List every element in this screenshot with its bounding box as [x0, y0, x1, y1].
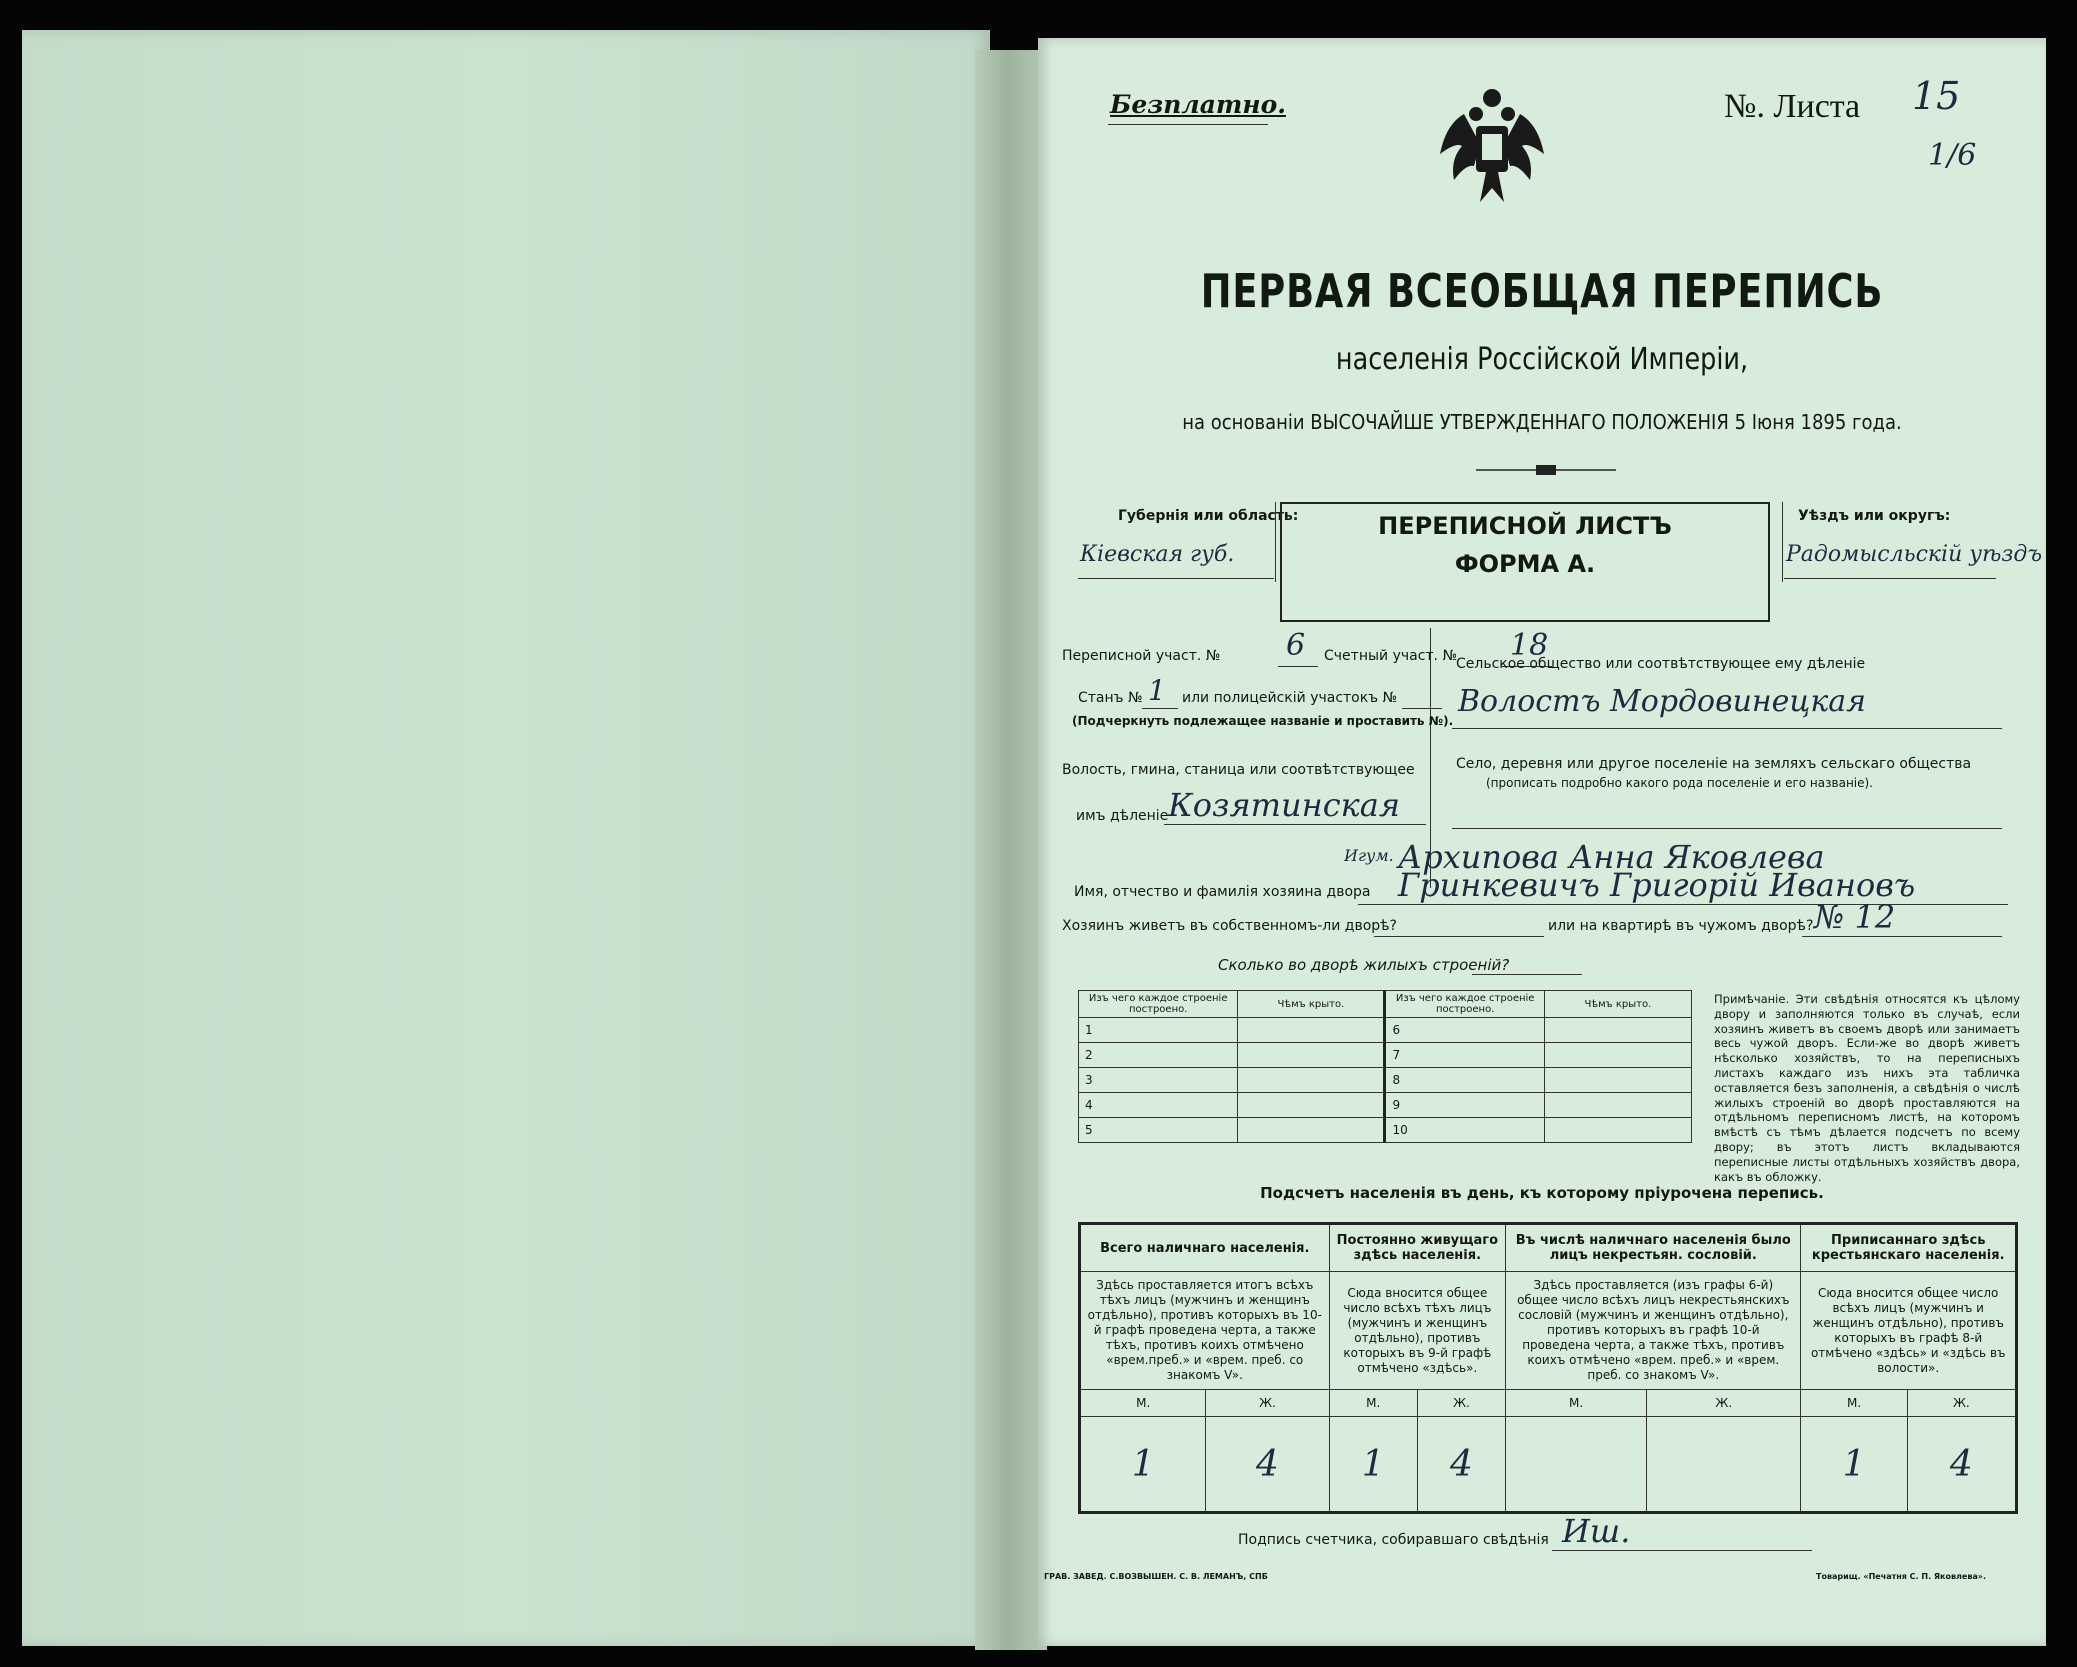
col-permanent: Постоянно живущаго здѣсь населенія.	[1329, 1224, 1506, 1272]
buildings-note: Примѣчаніе. Эти свѣдѣнія относятся къ цѣлому двору и заполняются только въ случаѣ, если хозяинъ живетъ въ своемъ дворѣ или занимаетъ весь чужой дворъ. Если-же во дворѣ живетъ нѣсколько хозяйствъ, то на переписныхъ листахъ каждаго изъ нихъ эта табличка оставляется безъ заполненія, а свѣдѣнія о числѣ жилыхъ строеній во дворѣ проставляются на отдѣльномъ переписномъ листѣ, на которомъ вмѣстѣ съ тѣмъ дѣлается подсчетъ по всему двору; въ этотъ листъ вкладываются переписные листы отдѣльныхъ хозяйствъ двора, какъ въ обложку.	[1714, 992, 2020, 1184]
m-header: М.	[1329, 1390, 1417, 1417]
buildings-table	[1078, 990, 1692, 1143]
permanent-male-value: 1	[1329, 1417, 1417, 1513]
owner-value: Гринкевичъ Григорій Ивановъ	[1398, 866, 1916, 904]
f-header: Ж.	[1647, 1390, 1801, 1417]
free-label: Безплатно.	[1110, 90, 1286, 119]
district-label: Уѣздъ или округъ:	[1798, 508, 1951, 524]
m-header: М.	[1506, 1390, 1647, 1417]
col-total-present: Всего наличнаго населенія.	[1080, 1224, 1330, 1272]
table-row: 2 7	[1079, 1043, 1692, 1068]
col-material-right: Изъ чего каждое строеніе построено.	[1385, 991, 1544, 1018]
form-title: ПЕРЕПИСНОЙ ЛИСТЪ	[1378, 512, 1672, 540]
table-row: 5 10	[1079, 1118, 1692, 1143]
col-material-left: Изъ чего каждое строеніе построено.	[1079, 991, 1238, 1018]
desc-total-present: Здѣсь проставляется итогъ всѣхъ тѣхъ лицъ (мужчинъ и женщинъ отдѣльно), противъ которыхъ въ 10-й графѣ проведена черта, а также тѣхъ, противъ коихъ отмѣчено «врем.преб.» и «врем. преб. со знакомъ V».	[1080, 1272, 1330, 1390]
left-blank-page	[22, 30, 990, 1646]
f-header: Ж.	[1907, 1390, 2016, 1417]
m-header: М.	[1801, 1390, 1907, 1417]
desc-registered-peasant: Сюда вносится общее число всѣхъ лицъ (мужчинъ и женщинъ отдѣльно), противъ которыхъ въ графѣ 8-й отмѣчено «здѣсь» и «здѣсь въ волости».	[1801, 1272, 2017, 1390]
col-registered-peasant: Приписаннаго здѣсь крестьянскаго населенія.	[1801, 1224, 2017, 1272]
census-title: ПЕРВАЯ ВСЕОБЩАЯ ПЕРЕПИСЬ	[1200, 264, 1884, 318]
province-label: Губернія или область:	[1118, 508, 1299, 524]
counting-district-value: 18	[1510, 628, 1549, 663]
table-row: 1 6	[1079, 1018, 1692, 1043]
ornament-divider-icon	[1476, 462, 1616, 476]
desc-permanent: Сюда вносится общее число всѣхъ тѣхъ лицъ (мужчинъ и женщинъ отдѣльно), противъ которыхъ въ 9-й графѣ отмѣчено «здѣсь».	[1329, 1272, 1506, 1390]
owner-label: Имя, отчество и фамилія хозяина двора	[1074, 884, 1371, 900]
village-note: (прописать подробно какого рода поселеніе и его названіе).	[1486, 776, 1873, 790]
m-header: М.	[1080, 1390, 1206, 1417]
population-heading: Подсчетъ населенія въ день, къ которому пріурочена перепись.	[1260, 1184, 1824, 1202]
col-roof-right: Чѣмъ крыто.	[1544, 991, 1691, 1018]
peasant-female-value: 4	[1907, 1417, 2016, 1513]
rent-value: № 12	[1814, 898, 1896, 936]
peasant-male-value: 1	[1801, 1417, 1907, 1513]
province-value: Кіевская губ.	[1080, 542, 1235, 567]
society-value: Волостъ Мордовинецкая	[1458, 684, 1867, 719]
printer-imprint-left: ГРАВ. ЗАВЕД. С.ВОЗВЫШЕН. С. В. ЛЕМАНЪ, СПБ	[1044, 1572, 1268, 1581]
total-female-value: 4	[1206, 1417, 1329, 1513]
census-district-value: 6	[1286, 628, 1306, 663]
own-yard-label: Хозяинъ живетъ въ собственномъ-ли дворѣ?	[1062, 918, 1397, 934]
f-header: Ж.	[1206, 1390, 1329, 1417]
signature-value: Иш.	[1562, 1512, 1631, 1550]
total-male-value: 1	[1080, 1417, 1206, 1513]
table-row: 3 8	[1079, 1068, 1692, 1093]
permanent-female-value: 4	[1417, 1417, 1505, 1513]
volost-value: Козятинская	[1168, 786, 1400, 824]
census-decree-line: на основаніи ВЫСОЧАЙШЕ УТВЕРЖДЕННАГО ПОЛОЖЕНІЯ 5 Іюня 1895 года.	[1182, 410, 1902, 434]
sheet-number-value: 15	[1912, 74, 1961, 118]
sheet-number-secondary: 1/6	[1928, 138, 1977, 173]
rent-label: или на квартирѣ въ чужомъ дворѣ?	[1548, 918, 1814, 934]
village-label: Село, деревня или другое поселеніе на земляхъ сельскаго общества	[1456, 756, 1972, 772]
society-label: Сельское общество или соотвѣтствующее ему дѣленіе	[1456, 656, 1866, 672]
table-row	[1080, 1417, 2017, 1513]
form-subtitle: ФОРМА А.	[1454, 550, 1596, 578]
counting-district-label: Счетный участ. №	[1324, 648, 1458, 664]
col-roof-left: Чѣмъ крыто.	[1238, 991, 1385, 1018]
non-peasant-male-value	[1506, 1417, 1647, 1513]
population-table	[1078, 1222, 2018, 1514]
census-subtitle: населенія Россійской Имперіи,	[1335, 342, 1749, 377]
owner-extra-name: Архипова Анна Яковлева	[1398, 838, 1825, 876]
double-headed-eagle-icon	[1436, 84, 1548, 208]
desc-non-peasant: Здѣсь проставляется (изъ графы 6-й) общее число всѣхъ лицъ некрестьянскихъ сословій (мужчинъ и женщинъ отдѣльно), противъ которыхъ въ графѣ 10-й проведена черта, а также тѣхъ, противъ коихъ отмѣчено «врем. преб.» и «врем. преб. со знакомъ V».	[1506, 1272, 1801, 1390]
non-peasant-female-value	[1647, 1417, 1801, 1513]
printer-imprint-right: Товарищ. «Печатня С. П. Яковлева».	[1816, 1572, 1986, 1581]
table-row: 4 9	[1079, 1093, 1692, 1118]
police-district-label: или полицейскій участокъ №	[1182, 690, 1398, 706]
sheet-number-label: №. Листа	[1724, 88, 1861, 125]
stan-value: 1	[1148, 674, 1166, 707]
signature-label: Подпись счетчика, собиравшаго свѣдѣнія	[1238, 1532, 1549, 1548]
col-non-peasant: Въ числѣ наличнаго населенія было лицъ некрестьян. сословій.	[1506, 1224, 1801, 1272]
buildings-label: Сколько во дворѣ жилыхъ строеній?	[1218, 956, 1510, 974]
volost-label-2: имъ дѣленіе	[1076, 808, 1169, 824]
stan-note: (Подчеркнуть подлежащее названіе и проставить №).	[1072, 714, 1454, 728]
census-form-page	[1038, 38, 2046, 1646]
stan-label: Станъ №	[1078, 690, 1143, 706]
book-spine	[975, 50, 1047, 1650]
census-district-label: Переписной участ. №	[1062, 648, 1221, 664]
volost-label: Волость, гмина, станица или соотвѣтствующее	[1062, 762, 1415, 778]
district-value: Радомысльскій уѣздъ	[1786, 542, 2043, 567]
f-header: Ж.	[1417, 1390, 1505, 1417]
owner-prefix: Игум.	[1344, 846, 1394, 865]
